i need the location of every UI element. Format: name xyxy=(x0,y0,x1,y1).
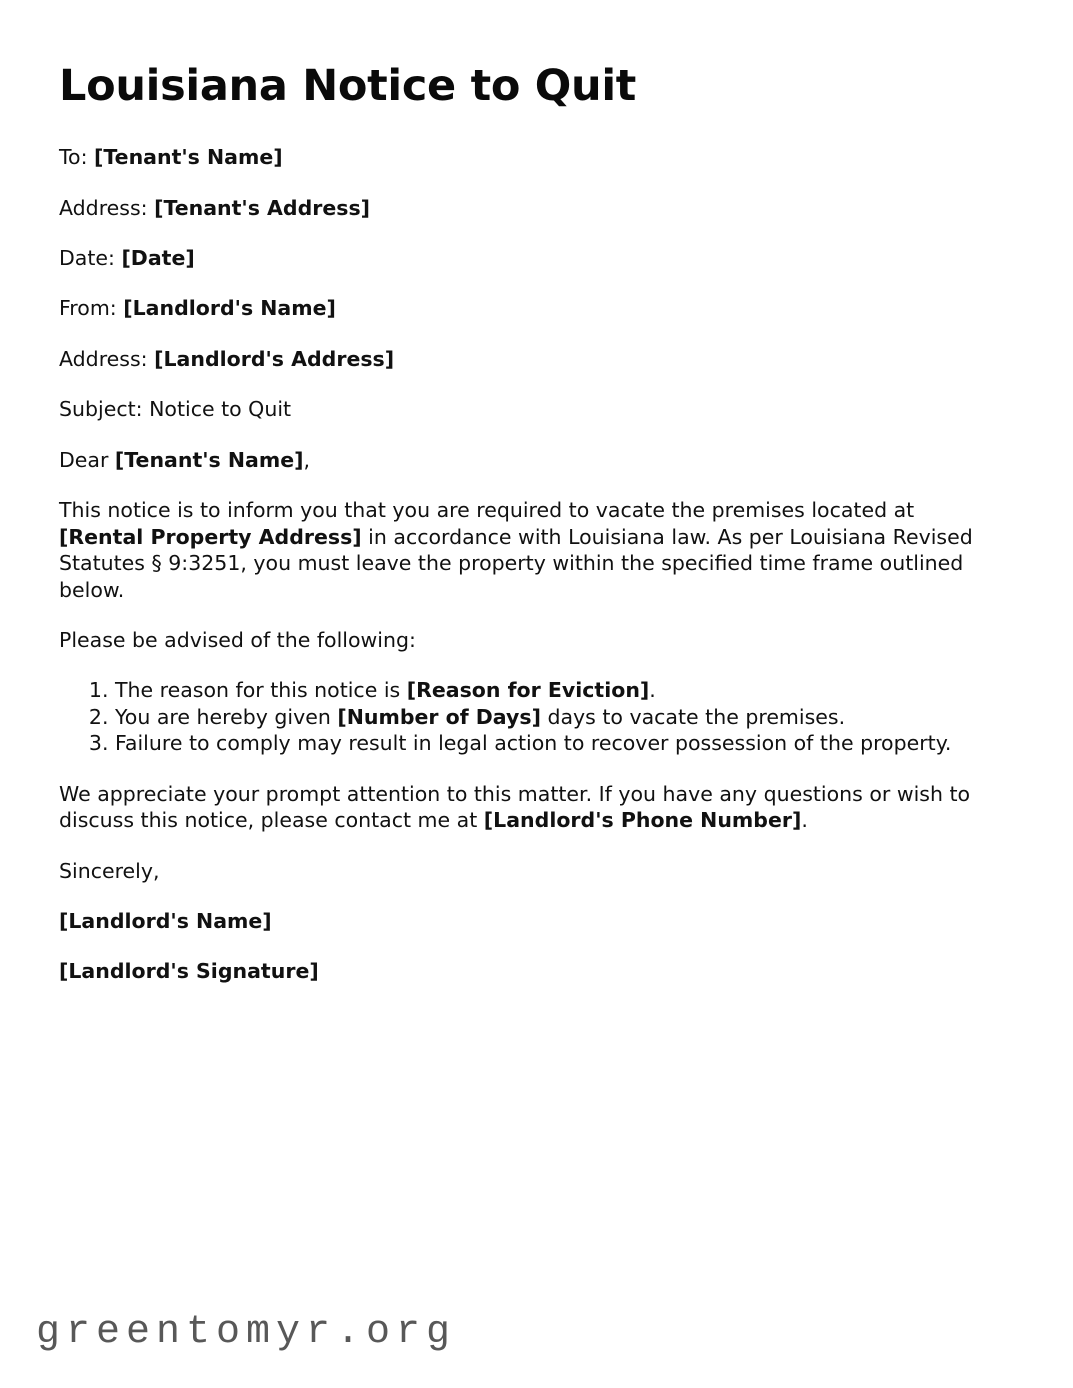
field-label-landlord-address: Address: xyxy=(59,346,148,371)
list-item-2-part2: days to vacate the premises. xyxy=(540,704,846,729)
closing-paragraph-placeholder: [Landlord's Phone Number] xyxy=(483,808,802,833)
field-row-landlord-address xyxy=(59,346,995,372)
list-item-1-placeholder: [Reason for Eviction] xyxy=(406,678,650,703)
salutation-greeting: Dear xyxy=(59,447,109,472)
list-item-1-part2: . xyxy=(649,678,656,703)
field-value-date: [Date] xyxy=(121,246,195,271)
notice-list xyxy=(59,677,995,756)
field-value-tenant-address: [Tenant's Address] xyxy=(154,195,371,220)
closing-paragraph xyxy=(59,781,995,834)
closing-paragraph-part1: We appreciate your prompt attention to this matter. If you have any questions or wish to discuss this notice, please contact me at xyxy=(59,781,971,833)
field-value-to: [Tenant's Name] xyxy=(94,145,283,170)
salutation xyxy=(59,447,995,473)
field-label-tenant-address: Address: xyxy=(59,195,148,220)
list-intro: Please be advised of the following: xyxy=(59,627,416,652)
body-paragraph xyxy=(59,497,995,603)
body-paragraph-part2: in accordance with Louisiana law. As per Louisiana Revised Statutes § 9:3251, you must leave the property within the specified time frame outlined below. xyxy=(59,524,973,602)
salutation-recipient: [Tenant's Name] xyxy=(114,447,304,472)
field-label-from: From: xyxy=(59,296,117,321)
field-row-from xyxy=(59,295,995,321)
signature-name: [Landlord's Name] xyxy=(59,909,272,934)
signature-block: [Landlord's Signature] xyxy=(59,959,319,984)
subject-value: Notice to Quit xyxy=(149,397,292,422)
list-item-3-part1: Failure to comply may result in legal action to recover possession of the property. xyxy=(115,731,952,756)
subject-label: Subject: xyxy=(59,397,143,422)
list-item-2-placeholder: [Number of Days] xyxy=(337,704,541,729)
field-label-date: Date: xyxy=(59,246,115,271)
list-item xyxy=(115,704,995,730)
list-item xyxy=(115,677,995,703)
sign-off: Sincerely, xyxy=(59,858,160,883)
list-item xyxy=(115,730,995,756)
field-row-date xyxy=(59,245,995,271)
closing-paragraph-part2: . xyxy=(801,808,808,833)
field-value-landlord-address: [Landlord's Address] xyxy=(154,346,395,371)
list-item-1-part1: The reason for this notice is xyxy=(115,678,407,703)
document-content xyxy=(59,62,995,1009)
field-row-tenant-address xyxy=(59,195,995,221)
subject-line xyxy=(59,396,995,422)
field-value-from: [Landlord's Name] xyxy=(123,296,336,321)
page-title: Louisiana Notice to Quit xyxy=(59,61,637,111)
salutation-punctuation: , xyxy=(303,447,311,472)
list-item-2-part1: You are hereby given xyxy=(115,704,338,729)
field-row-to xyxy=(59,144,995,170)
site-watermark: greentomyr.org xyxy=(36,1310,457,1355)
field-label-to: To: xyxy=(59,145,88,170)
body-paragraph-part1: This notice is to inform you that you are required to vacate the premises located at xyxy=(59,498,915,523)
body-paragraph-placeholder: [Rental Property Address] xyxy=(59,524,362,549)
